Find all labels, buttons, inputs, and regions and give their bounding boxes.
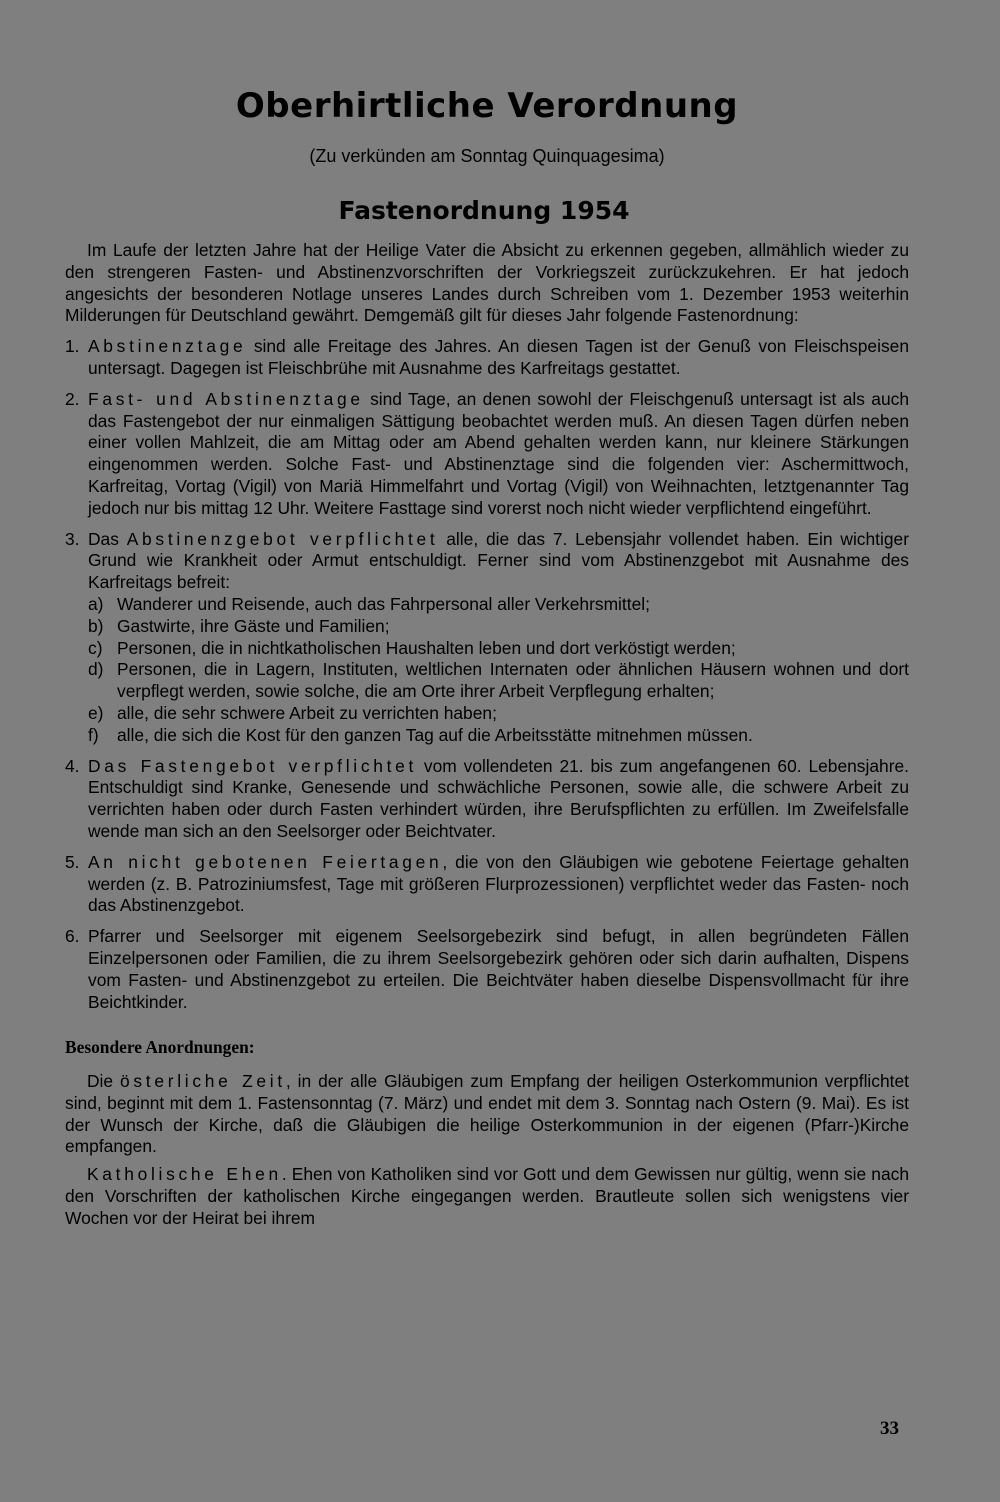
item-pre: Das	[88, 528, 127, 549]
sub-item-a	[65, 594, 909, 616]
sub-item-text: Personen, die in nichtkatholischen Haushalten leben und dort verköstigt werden;	[117, 637, 736, 658]
special-lead: Katholische Ehen	[87, 1164, 282, 1185]
sub-item-text: alle, die sehr schwere Arbeit zu verrichten haben;	[117, 702, 497, 723]
item-number: 1.	[65, 336, 80, 357]
item-text: Pfarrer und Seelsorger mit eigenem Seelsorgebezirk sind befugt, in allen begründeten Fällen Einzelpersonen oder Familien, die zu ihrem Seelsorgebezirk gehören oder sich darin aufhalten, Dispens vom Fasten- und Abstinenzgebot zu erteilen. Die Beichtväter haben dieselbe Dispensvollmacht für ihre Beichtkinder.	[88, 926, 909, 1012]
list-item-1	[65, 336, 909, 380]
list-item-5	[65, 852, 909, 917]
item-text: vom vollendeten 21. bis zum angefangenen 60. Lebensjahre. Entschuldigt sind Kranke, Genesende und schwächliche Personen, sowie alle, die schwere Arbeit zu verrichten haben oder durch Fasten verhindert würden, ihre Berufspflichten zu erfüllen. Im Zweifelsfalle wende man sich an den Seelsorger oder Beichtvater.	[88, 755, 910, 841]
item-lead: Abstinenztage	[88, 336, 247, 357]
item-text: sind alle Freitage des Jahres. An diesen Tagen ist der Genuß von Fleischspeisen untersagt. Dagegen ist Fleischbrühe mit Ausnahme des Karfreitags gestattet.	[88, 336, 909, 378]
list-item-4	[65, 756, 909, 843]
document-body	[65, 240, 909, 1230]
item-number: 6.	[65, 926, 80, 947]
special-paragraph-marriage	[65, 1164, 909, 1229]
page-title: Oberhirtliche Verordnung	[235, 86, 739, 126]
special-paragraph-easter	[65, 1071, 909, 1158]
special-heading: Besondere Anordnungen:	[65, 1037, 255, 1058]
sub-item-c	[65, 638, 909, 660]
sub-item-text: alle, die sich die Kost für den ganzen Tag auf die Arbeitsstätte mitnehmen müssen.	[117, 724, 753, 745]
sub-item-letter: b)	[88, 615, 104, 636]
sub-item-b	[65, 616, 909, 638]
special-lead: österliche Zeit	[120, 1071, 286, 1092]
intro-paragraph: Im Laufe der letzten Jahre hat der Heilige Vater die Absicht zu erkennen gegeben, allmählich wieder zu den strengeren Fasten- und Abstinenzvorschriften der Vorkriegszeit zurückzukehren. Er hat jedoch angesichts der besonderen Notlage unseres Landes durch Schreiben vom 1. Dezember 1953 weiterhin Milderungen für Deutschland gewährt. Demgemäß gilt für dieses Jahr folgende Fastenordnung:	[65, 240, 909, 326]
sub-item-f	[65, 725, 909, 747]
item-number: 2.	[65, 388, 80, 409]
special-text: . Ehen von Katholiken sind vor Gott und dem Gewissen nur gültig, wenn sie nach den Vorschriften der katholischen Kirche eingegangen werden. Brautleute sollen sich wenigstens vier Wochen vor der Heirat bei ihrem	[65, 1164, 909, 1228]
sub-item-letter: c)	[88, 637, 103, 658]
list-item-6	[65, 926, 909, 1013]
page-number: 33	[880, 1418, 899, 1439]
item-lead: Fast- und Abstinenztage	[88, 388, 364, 409]
sub-item-text: Gastwirte, ihre Gäste und Familien;	[117, 615, 390, 636]
item-text: alle, die das 7. Lebensjahr vollendet haben. Ein wichtiger Grund wie Krankheit oder Armut entschuldigt. Ferner sind vom Abstinenzgebot mit Ausnahme des Karfreitags befreit:	[88, 528, 909, 593]
list-item-2	[65, 389, 909, 520]
sub-item-text: Wanderer und Reisende, auch das Fahrpersonal aller Verkehrsmittel;	[117, 593, 650, 614]
sub-item-letter: d)	[88, 659, 104, 680]
sub-item-d	[65, 659, 909, 703]
item-lead: Das Fastengebot verpflichtet	[88, 755, 418, 776]
item-lead: Abstinenzgebot verpflichtet	[126, 528, 439, 549]
item-text: , die von den Gläubigen wie gebotene Feiertage gehalten werden (z. B. Patroziniumsfest, Tage mit größeren Flurprozessionen) verpflichtet weder das Fasten- noch das Abstinenzgebot.	[88, 851, 909, 916]
sub-item-letter: f)	[88, 724, 99, 745]
list-item-3	[65, 529, 909, 594]
sub-item-letter: e)	[88, 702, 104, 723]
special-text: , in der alle Gläubigen zum Empfang der heiligen Osterkommunion verpflichtet sind, beginnt mit dem 1. Fastensonntag (7. März) und endet mit dem 3. Sonntag nach Ostern (9. Mai). Es ist der Wunsch der Kirche, daß die Gläubigen die heilige Osterkommunion in der eigenen (Pfarr-)Kirche empfangen.	[65, 1071, 909, 1157]
item-number: 4.	[65, 755, 80, 776]
item-number: 3.	[65, 528, 80, 549]
item-text: sind Tage, an denen sowohl der Fleischgenuß untersagt ist als auch das Fastengebot der nur einmaligen Sättigung beobachtet werden muß. An diesen Tagen dürfen neben einer vollen Mahlzeit, die am Mittag oder am Abend gehalten werden kann, nur kleinere Stärkungen eingenommen werden. Solche Fast- und Abstinenztage sind die folgenden vier: Aschermittwoch, Karfreitag, Vortag (Vigil) von Mariä Himmelfahrt und Vortag (Vigil) von Weihnachten, letztgenannter Tag jedoch nur bis mittag 12 Uhr. Weitere Fasttage sind vorerst noch nicht wieder verpflichtend eingeführt.	[88, 388, 909, 518]
item-lead: An nicht gebotenen Feiertagen	[88, 851, 443, 872]
section-title: Fastenordnung 1954	[338, 196, 630, 225]
sub-item-e	[65, 703, 909, 725]
page-subtitle: (Zu verkünden am Sonntag Quinquagesima)	[309, 146, 665, 166]
item-number: 5.	[65, 851, 80, 872]
sub-item-text: Personen, die in Lagern, Instituten, weltlichen Internaten oder ähnlichen Häusern wohnen und dort verpflegt werden, sowie solche, die am Orte ihrer Arbeit Verpflegung erhalten;	[117, 659, 909, 702]
sub-item-letter: a)	[88, 593, 104, 614]
special-pre: Die	[87, 1071, 121, 1092]
